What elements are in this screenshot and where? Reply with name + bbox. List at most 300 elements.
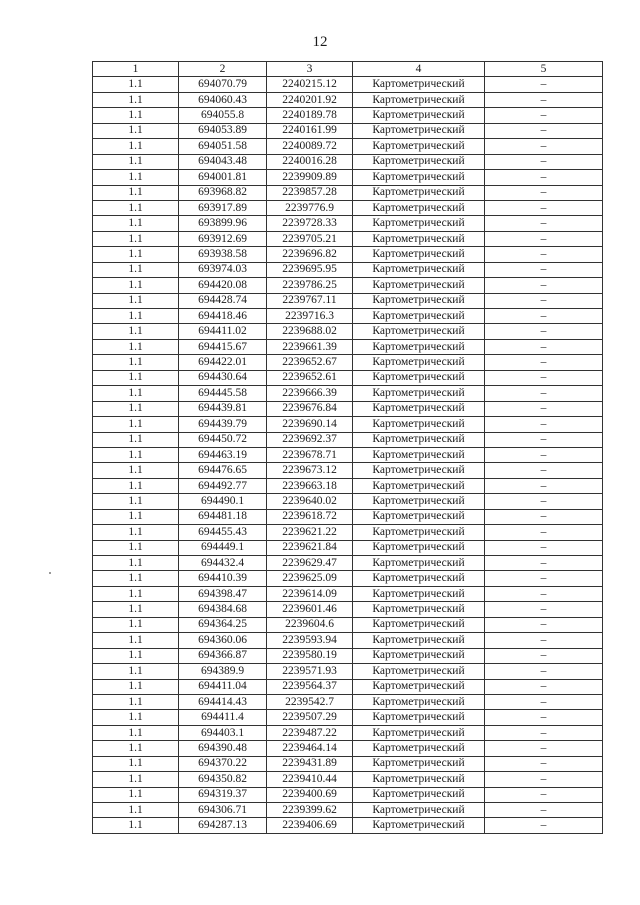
cell-accuracy: – bbox=[485, 231, 603, 246]
cell-y-coordinate: 2239431.89 bbox=[267, 756, 353, 771]
cell-point-number: 1.1 bbox=[93, 170, 179, 185]
cell-accuracy: – bbox=[485, 247, 603, 262]
cell-point-number: 1.1 bbox=[93, 586, 179, 601]
cell-accuracy: – bbox=[485, 803, 603, 818]
table-row bbox=[93, 324, 603, 339]
cell-method: Картометрический bbox=[353, 216, 485, 231]
cell-accuracy: – bbox=[485, 170, 603, 185]
cell-y-coordinate: 2239487.22 bbox=[267, 725, 353, 740]
cell-accuracy: – bbox=[485, 386, 603, 401]
cell-x-coordinate: 694060.43 bbox=[179, 92, 267, 107]
cell-point-number: 1.1 bbox=[93, 787, 179, 802]
column-header-5: 5 bbox=[485, 62, 603, 77]
table-row bbox=[93, 262, 603, 277]
cell-x-coordinate: 694287.13 bbox=[179, 818, 267, 833]
cell-method: Картометрический bbox=[353, 586, 485, 601]
cell-x-coordinate: 693917.89 bbox=[179, 200, 267, 215]
cell-point-number: 1.1 bbox=[93, 710, 179, 725]
cell-x-coordinate: 693974.03 bbox=[179, 262, 267, 277]
cell-point-number: 1.1 bbox=[93, 401, 179, 416]
cell-point-number: 1.1 bbox=[93, 108, 179, 123]
cell-accuracy: – bbox=[485, 648, 603, 663]
cell-point-number: 1.1 bbox=[93, 648, 179, 663]
cell-x-coordinate: 694306.71 bbox=[179, 803, 267, 818]
cell-accuracy: – bbox=[485, 633, 603, 648]
cell-method: Картометрический bbox=[353, 694, 485, 709]
cell-x-coordinate: 694439.81 bbox=[179, 401, 267, 416]
cell-y-coordinate: 2239410.44 bbox=[267, 772, 353, 787]
table-row bbox=[93, 185, 603, 200]
cell-x-coordinate: 693912.69 bbox=[179, 231, 267, 246]
cell-method: Картометрический bbox=[353, 200, 485, 215]
cell-y-coordinate: 2239678.71 bbox=[267, 447, 353, 462]
cell-x-coordinate: 694428.74 bbox=[179, 293, 267, 308]
coordinates-table bbox=[92, 61, 603, 834]
cell-method: Картометрический bbox=[353, 772, 485, 787]
table-row bbox=[93, 432, 603, 447]
table-row bbox=[93, 108, 603, 123]
cell-y-coordinate: 2239661.39 bbox=[267, 339, 353, 354]
cell-method: Картометрический bbox=[353, 108, 485, 123]
cell-point-number: 1.1 bbox=[93, 540, 179, 555]
cell-method: Картометрический bbox=[353, 478, 485, 493]
cell-point-number: 1.1 bbox=[93, 417, 179, 432]
cell-x-coordinate: 694422.01 bbox=[179, 355, 267, 370]
cell-accuracy: – bbox=[485, 92, 603, 107]
cell-point-number: 1.1 bbox=[93, 216, 179, 231]
cell-method: Картометрический bbox=[353, 710, 485, 725]
cell-point-number: 1.1 bbox=[93, 525, 179, 540]
cell-x-coordinate: 694319.37 bbox=[179, 787, 267, 802]
cell-y-coordinate: 2240016.28 bbox=[267, 154, 353, 169]
cell-accuracy: – bbox=[485, 617, 603, 632]
table-row bbox=[93, 447, 603, 462]
cell-method: Картометрический bbox=[353, 386, 485, 401]
cell-accuracy: – bbox=[485, 370, 603, 385]
column-header-4: 4 bbox=[353, 62, 485, 77]
cell-x-coordinate: 694476.65 bbox=[179, 463, 267, 478]
cell-accuracy: – bbox=[485, 463, 603, 478]
cell-x-coordinate: 694055.8 bbox=[179, 108, 267, 123]
cell-point-number: 1.1 bbox=[93, 324, 179, 339]
cell-accuracy: – bbox=[485, 710, 603, 725]
cell-x-coordinate: 694450.72 bbox=[179, 432, 267, 447]
cell-point-number: 1.1 bbox=[93, 803, 179, 818]
table-row bbox=[93, 602, 603, 617]
table-row bbox=[93, 648, 603, 663]
cell-point-number: 1.1 bbox=[93, 664, 179, 679]
cell-accuracy: – bbox=[485, 293, 603, 308]
cell-y-coordinate: 2239542.7 bbox=[267, 694, 353, 709]
cell-method: Картометрический bbox=[353, 92, 485, 107]
cell-y-coordinate: 2239695.95 bbox=[267, 262, 353, 277]
cell-accuracy: – bbox=[485, 818, 603, 833]
cell-method: Картометрический bbox=[353, 432, 485, 447]
cell-accuracy: – bbox=[485, 108, 603, 123]
cell-point-number: 1.1 bbox=[93, 139, 179, 154]
table-row bbox=[93, 278, 603, 293]
cell-y-coordinate: 2239640.02 bbox=[267, 494, 353, 509]
table-row bbox=[93, 92, 603, 107]
cell-method: Картометрический bbox=[353, 818, 485, 833]
cell-x-coordinate: 694370.22 bbox=[179, 756, 267, 771]
cell-x-coordinate: 693899.96 bbox=[179, 216, 267, 231]
cell-point-number: 1.1 bbox=[93, 447, 179, 462]
cell-x-coordinate: 694463.19 bbox=[179, 447, 267, 462]
cell-x-coordinate: 694414.43 bbox=[179, 694, 267, 709]
cell-y-coordinate: 2239564.37 bbox=[267, 679, 353, 694]
cell-y-coordinate: 2239652.61 bbox=[267, 370, 353, 385]
cell-x-coordinate: 694043.48 bbox=[179, 154, 267, 169]
cell-method: Картометрический bbox=[353, 787, 485, 802]
cell-y-coordinate: 2239696.82 bbox=[267, 247, 353, 262]
cell-point-number: 1.1 bbox=[93, 92, 179, 107]
table-row bbox=[93, 571, 603, 586]
cell-x-coordinate: 694418.46 bbox=[179, 309, 267, 324]
cell-method: Картометрический bbox=[353, 247, 485, 262]
cell-x-coordinate: 694001.81 bbox=[179, 170, 267, 185]
cell-accuracy: – bbox=[485, 278, 603, 293]
table-row bbox=[93, 694, 603, 709]
cell-x-coordinate: 694439.79 bbox=[179, 417, 267, 432]
table-row bbox=[93, 216, 603, 231]
table-row bbox=[93, 231, 603, 246]
cell-accuracy: – bbox=[485, 725, 603, 740]
cell-method: Картометрический bbox=[353, 154, 485, 169]
table-row bbox=[93, 309, 603, 324]
table-row bbox=[93, 170, 603, 185]
cell-accuracy: – bbox=[485, 556, 603, 571]
cell-method: Картометрический bbox=[353, 756, 485, 771]
cell-method: Картометрический bbox=[353, 139, 485, 154]
cell-accuracy: – bbox=[485, 154, 603, 169]
cell-point-number: 1.1 bbox=[93, 478, 179, 493]
cell-accuracy: – bbox=[485, 123, 603, 138]
cell-point-number: 1.1 bbox=[93, 309, 179, 324]
cell-y-coordinate: 2239464.14 bbox=[267, 741, 353, 756]
cell-y-coordinate: 2239406.69 bbox=[267, 818, 353, 833]
cell-accuracy: – bbox=[485, 355, 603, 370]
cell-method: Картометрический bbox=[353, 293, 485, 308]
cell-y-coordinate: 2239663.18 bbox=[267, 478, 353, 493]
cell-point-number: 1.1 bbox=[93, 741, 179, 756]
cell-x-coordinate: 694389.9 bbox=[179, 664, 267, 679]
cell-y-coordinate: 2239629.47 bbox=[267, 556, 353, 571]
cell-x-coordinate: 694053.89 bbox=[179, 123, 267, 138]
table-row bbox=[93, 725, 603, 740]
cell-y-coordinate: 2239614.09 bbox=[267, 586, 353, 601]
cell-x-coordinate: 694420.08 bbox=[179, 278, 267, 293]
cell-accuracy: – bbox=[485, 432, 603, 447]
cell-x-coordinate: 694360.06 bbox=[179, 633, 267, 648]
cell-point-number: 1.1 bbox=[93, 262, 179, 277]
cell-y-coordinate: 2239593.94 bbox=[267, 633, 353, 648]
cell-method: Картометрический bbox=[353, 494, 485, 509]
cell-method: Картометрический bbox=[353, 309, 485, 324]
cell-x-coordinate: 694445.58 bbox=[179, 386, 267, 401]
cell-x-coordinate: 693968.82 bbox=[179, 185, 267, 200]
cell-y-coordinate: 2239621.22 bbox=[267, 525, 353, 540]
cell-method: Картометрический bbox=[353, 417, 485, 432]
table-row bbox=[93, 741, 603, 756]
cell-x-coordinate: 694430.64 bbox=[179, 370, 267, 385]
cell-accuracy: – bbox=[485, 787, 603, 802]
cell-point-number: 1.1 bbox=[93, 556, 179, 571]
cell-method: Картометрический bbox=[353, 447, 485, 462]
table-row bbox=[93, 787, 603, 802]
table-row bbox=[93, 417, 603, 432]
table-row bbox=[93, 803, 603, 818]
cell-method: Картометрический bbox=[353, 324, 485, 339]
cell-method: Картометрический bbox=[353, 648, 485, 663]
cell-accuracy: – bbox=[485, 339, 603, 354]
cell-point-number: 1.1 bbox=[93, 370, 179, 385]
cell-method: Картометрический bbox=[353, 262, 485, 277]
cell-x-coordinate: 694455.43 bbox=[179, 525, 267, 540]
cell-accuracy: – bbox=[485, 309, 603, 324]
cell-accuracy: – bbox=[485, 494, 603, 509]
cell-point-number: 1.1 bbox=[93, 200, 179, 215]
cell-accuracy: – bbox=[485, 694, 603, 709]
cell-x-coordinate: 694410.39 bbox=[179, 571, 267, 586]
cell-method: Картометрический bbox=[353, 185, 485, 200]
table-row bbox=[93, 664, 603, 679]
cell-y-coordinate: 2239666.39 bbox=[267, 386, 353, 401]
table-row bbox=[93, 617, 603, 632]
cell-point-number: 1.1 bbox=[93, 154, 179, 169]
cell-method: Картометрический bbox=[353, 77, 485, 92]
cell-x-coordinate: 694432.4 bbox=[179, 556, 267, 571]
cell-point-number: 1.1 bbox=[93, 432, 179, 447]
cell-point-number: 1.1 bbox=[93, 571, 179, 586]
cell-accuracy: – bbox=[485, 540, 603, 555]
cell-accuracy: – bbox=[485, 216, 603, 231]
cell-accuracy: – bbox=[485, 525, 603, 540]
table-row bbox=[93, 478, 603, 493]
cell-method: Картометрический bbox=[353, 664, 485, 679]
cell-method: Картометрический bbox=[353, 556, 485, 571]
cell-accuracy: – bbox=[485, 741, 603, 756]
cell-y-coordinate: 2240201.92 bbox=[267, 92, 353, 107]
cell-point-number: 1.1 bbox=[93, 293, 179, 308]
cell-x-coordinate: 694364.25 bbox=[179, 617, 267, 632]
cell-x-coordinate: 694350.82 bbox=[179, 772, 267, 787]
cell-point-number: 1.1 bbox=[93, 355, 179, 370]
table-row bbox=[93, 509, 603, 524]
cell-y-coordinate: 2239692.37 bbox=[267, 432, 353, 447]
cell-x-coordinate: 694415.67 bbox=[179, 339, 267, 354]
table-row bbox=[93, 633, 603, 648]
cell-y-coordinate: 2239857.28 bbox=[267, 185, 353, 200]
cell-y-coordinate: 2239705.21 bbox=[267, 231, 353, 246]
cell-accuracy: – bbox=[485, 478, 603, 493]
cell-y-coordinate: 2239688.02 bbox=[267, 324, 353, 339]
cell-method: Картометрический bbox=[353, 355, 485, 370]
table-row bbox=[93, 139, 603, 154]
cell-point-number: 1.1 bbox=[93, 278, 179, 293]
cell-y-coordinate: 2239507.29 bbox=[267, 710, 353, 725]
column-header-2: 2 bbox=[179, 62, 267, 77]
table-row bbox=[93, 525, 603, 540]
column-header-3: 3 bbox=[267, 62, 353, 77]
cell-method: Картометрический bbox=[353, 525, 485, 540]
cell-y-coordinate: 2239767.11 bbox=[267, 293, 353, 308]
cell-y-coordinate: 2240089.72 bbox=[267, 139, 353, 154]
cell-x-coordinate: 694384.68 bbox=[179, 602, 267, 617]
cell-x-coordinate: 694398.47 bbox=[179, 586, 267, 601]
cell-method: Картометрический bbox=[353, 509, 485, 524]
cell-accuracy: – bbox=[485, 200, 603, 215]
cell-y-coordinate: 2239580.19 bbox=[267, 648, 353, 663]
cell-method: Картометрический bbox=[353, 463, 485, 478]
cell-y-coordinate: 2239601.46 bbox=[267, 602, 353, 617]
cell-x-coordinate: 694490.1 bbox=[179, 494, 267, 509]
cell-y-coordinate: 2239621.84 bbox=[267, 540, 353, 555]
cell-x-coordinate: 694051.58 bbox=[179, 139, 267, 154]
cell-point-number: 1.1 bbox=[93, 339, 179, 354]
table-row bbox=[93, 540, 603, 555]
table-row bbox=[93, 556, 603, 571]
table-row bbox=[93, 463, 603, 478]
cell-point-number: 1.1 bbox=[93, 77, 179, 92]
table-row bbox=[93, 339, 603, 354]
cell-accuracy: – bbox=[485, 262, 603, 277]
cell-method: Картометрический bbox=[353, 741, 485, 756]
cell-y-coordinate: 2239716.3 bbox=[267, 309, 353, 324]
cell-y-coordinate: 2240161.99 bbox=[267, 123, 353, 138]
cell-point-number: 1.1 bbox=[93, 617, 179, 632]
cell-point-number: 1.1 bbox=[93, 185, 179, 200]
cell-x-coordinate: 694449.1 bbox=[179, 540, 267, 555]
cell-point-number: 1.1 bbox=[93, 772, 179, 787]
cell-method: Картометрический bbox=[353, 571, 485, 586]
cell-method: Картометрический bbox=[353, 602, 485, 617]
cell-y-coordinate: 2239400.69 bbox=[267, 787, 353, 802]
cell-method: Картометрический bbox=[353, 401, 485, 416]
cell-y-coordinate: 2239571.93 bbox=[267, 664, 353, 679]
cell-point-number: 1.1 bbox=[93, 247, 179, 262]
table-row bbox=[93, 818, 603, 833]
table-row bbox=[93, 679, 603, 694]
cell-accuracy: – bbox=[485, 679, 603, 694]
cell-y-coordinate: 2239673.12 bbox=[267, 463, 353, 478]
cell-point-number: 1.1 bbox=[93, 756, 179, 771]
cell-point-number: 1.1 bbox=[93, 679, 179, 694]
cell-x-coordinate: 694411.02 bbox=[179, 324, 267, 339]
column-header-1: 1 bbox=[93, 62, 179, 77]
cell-point-number: 1.1 bbox=[93, 494, 179, 509]
cell-accuracy: – bbox=[485, 417, 603, 432]
scan-speck bbox=[49, 572, 51, 574]
cell-accuracy: – bbox=[485, 77, 603, 92]
cell-accuracy: – bbox=[485, 139, 603, 154]
cell-accuracy: – bbox=[485, 401, 603, 416]
cell-method: Картометрический bbox=[353, 633, 485, 648]
cell-y-coordinate: 2239625.09 bbox=[267, 571, 353, 586]
cell-method: Картометрический bbox=[353, 679, 485, 694]
cell-x-coordinate: 694481.18 bbox=[179, 509, 267, 524]
cell-y-coordinate: 2239399.62 bbox=[267, 803, 353, 818]
cell-accuracy: – bbox=[485, 664, 603, 679]
cell-y-coordinate: 2240189.78 bbox=[267, 108, 353, 123]
cell-y-coordinate: 2239652.67 bbox=[267, 355, 353, 370]
cell-accuracy: – bbox=[485, 756, 603, 771]
table-row bbox=[93, 247, 603, 262]
table-row bbox=[93, 772, 603, 787]
cell-point-number: 1.1 bbox=[93, 231, 179, 246]
cell-method: Картометрический bbox=[353, 370, 485, 385]
cell-y-coordinate: 2239676.84 bbox=[267, 401, 353, 416]
cell-accuracy: – bbox=[485, 447, 603, 462]
cell-point-number: 1.1 bbox=[93, 633, 179, 648]
cell-method: Картометрический bbox=[353, 170, 485, 185]
cell-point-number: 1.1 bbox=[93, 725, 179, 740]
table-row bbox=[93, 123, 603, 138]
cell-accuracy: – bbox=[485, 571, 603, 586]
table-row bbox=[93, 586, 603, 601]
cell-x-coordinate: 694411.4 bbox=[179, 710, 267, 725]
cell-x-coordinate: 694411.04 bbox=[179, 679, 267, 694]
cell-point-number: 1.1 bbox=[93, 123, 179, 138]
table-row bbox=[93, 370, 603, 385]
cell-accuracy: – bbox=[485, 772, 603, 787]
cell-accuracy: – bbox=[485, 586, 603, 601]
cell-x-coordinate: 694390.48 bbox=[179, 741, 267, 756]
cell-accuracy: – bbox=[485, 509, 603, 524]
table-row bbox=[93, 386, 603, 401]
cell-method: Картометрический bbox=[353, 540, 485, 555]
table-row bbox=[93, 200, 603, 215]
cell-x-coordinate: 693938.58 bbox=[179, 247, 267, 262]
cell-method: Картометрический bbox=[353, 803, 485, 818]
table-row bbox=[93, 355, 603, 370]
table-row bbox=[93, 77, 603, 92]
cell-accuracy: – bbox=[485, 185, 603, 200]
cell-method: Картометрический bbox=[353, 617, 485, 632]
cell-y-coordinate: 2239776.9 bbox=[267, 200, 353, 215]
page-number: 12 bbox=[312, 34, 328, 50]
cell-accuracy: – bbox=[485, 602, 603, 617]
cell-point-number: 1.1 bbox=[93, 386, 179, 401]
table-row bbox=[93, 494, 603, 509]
cell-y-coordinate: 2239909.89 bbox=[267, 170, 353, 185]
table-header-row bbox=[93, 62, 603, 77]
cell-y-coordinate: 2239728.33 bbox=[267, 216, 353, 231]
cell-method: Картометрический bbox=[353, 339, 485, 354]
cell-x-coordinate: 694366.87 bbox=[179, 648, 267, 663]
cell-y-coordinate: 2239690.14 bbox=[267, 417, 353, 432]
cell-x-coordinate: 694492.77 bbox=[179, 478, 267, 493]
cell-method: Картометрический bbox=[353, 123, 485, 138]
cell-x-coordinate: 694403.1 bbox=[179, 725, 267, 740]
cell-point-number: 1.1 bbox=[93, 694, 179, 709]
cell-y-coordinate: 2239618.72 bbox=[267, 509, 353, 524]
table-row bbox=[93, 756, 603, 771]
cell-point-number: 1.1 bbox=[93, 602, 179, 617]
cell-x-coordinate: 694070.79 bbox=[179, 77, 267, 92]
cell-y-coordinate: 2240215.12 bbox=[267, 77, 353, 92]
cell-method: Картометрический bbox=[353, 231, 485, 246]
cell-y-coordinate: 2239604.6 bbox=[267, 617, 353, 632]
table-body bbox=[93, 77, 603, 833]
cell-method: Картометрический bbox=[353, 725, 485, 740]
table-row bbox=[93, 154, 603, 169]
cell-y-coordinate: 2239786.25 bbox=[267, 278, 353, 293]
table-row bbox=[93, 401, 603, 416]
cell-point-number: 1.1 bbox=[93, 463, 179, 478]
cell-point-number: 1.1 bbox=[93, 509, 179, 524]
cell-method: Картометрический bbox=[353, 278, 485, 293]
